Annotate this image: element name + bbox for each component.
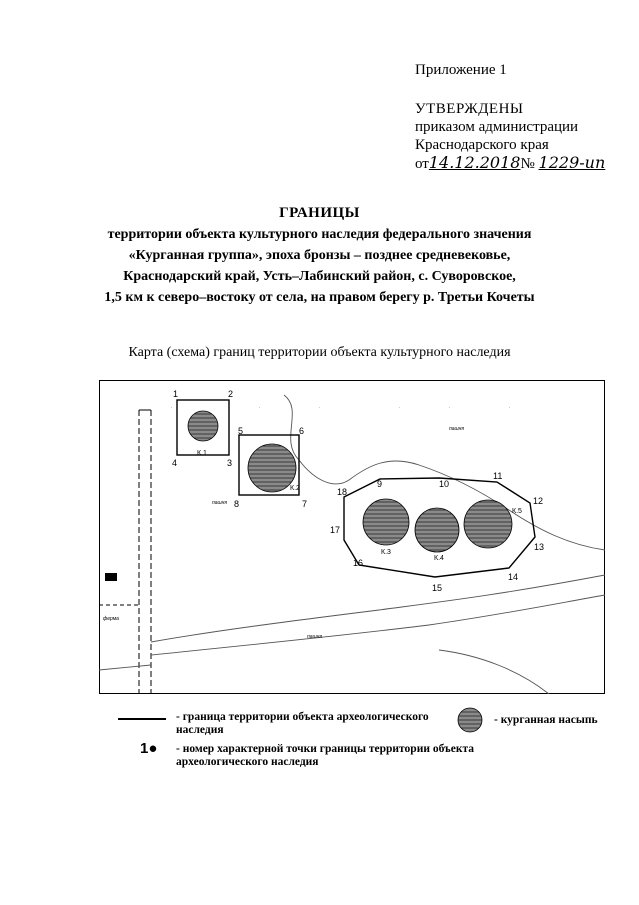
point-dot-icon: ● — [148, 740, 158, 757]
svg-text:-: - — [259, 405, 261, 409]
approved-line-1: приказом администрации — [415, 119, 579, 135]
legend-point-sample — [140, 740, 157, 757]
point-number: 13 — [534, 542, 545, 552]
appendix-label: Приложение 1 — [415, 62, 507, 78]
document-title — [0, 203, 639, 308]
svg-text:-: - — [399, 405, 401, 409]
legend-point-text: - номер характерной точки границы территории объекта — [176, 743, 475, 755]
point-number: 14 — [508, 572, 519, 582]
boundary-map — [99, 380, 605, 694]
legend-point-number: 1 — [140, 740, 149, 757]
point-number: 16 — [353, 558, 364, 568]
title-line-4: 1,5 км к северо–востоку от села, на правом берегу р. Третьи Кочеты — [104, 290, 535, 305]
title-line-3: Краснодарский край, Усть–Лабинский район, с. Суворовское, — [123, 269, 516, 284]
legend-boundary-text: - граница территории объекта археологического — [176, 711, 429, 723]
mound-label: К.4 — [434, 555, 444, 562]
mound-k2 — [248, 444, 296, 492]
handwritten-number: 1229-ип — [538, 153, 606, 172]
point-number: 9 — [377, 479, 383, 489]
mound-label: К.3 — [381, 549, 391, 556]
mound-k3 — [363, 499, 409, 545]
mound-label: К.1 — [197, 450, 207, 457]
svg-text:-: - — [449, 405, 451, 409]
number-prefix: № — [520, 156, 535, 172]
approved-line-2: Краснодарского края — [415, 137, 549, 153]
area-label: пашня — [212, 500, 228, 506]
mound-k5 — [464, 500, 512, 548]
point-number: 18 — [337, 487, 348, 497]
svg-text:-: - — [509, 405, 511, 409]
title-heading: ГРАНИЦЫ — [279, 205, 360, 221]
legend-line-sample — [118, 714, 178, 724]
point-number: 10 — [439, 479, 450, 489]
point-number: 1 — [173, 389, 179, 399]
point-number: 5 — [238, 426, 244, 436]
legend-point — [176, 743, 516, 769]
area-label: пашня — [449, 426, 465, 432]
map-caption: Карта (схема) границ территории объекта культурного наследия — [128, 345, 511, 360]
point-number: 12 — [533, 496, 544, 506]
point-number: 2 — [228, 389, 234, 399]
date-prefix: от — [415, 156, 429, 172]
point-number: 15 — [432, 583, 443, 593]
point-number: 6 — [299, 426, 305, 436]
point-number: 7 — [302, 499, 308, 509]
legend-boundary-text-2: наследия — [176, 724, 224, 736]
title-line-1: территории объекта культурного наследия федерального значения — [107, 227, 532, 242]
legend-point-text-2: археологического наследия — [176, 756, 319, 768]
mound-k1 — [188, 411, 218, 441]
approval-block — [415, 100, 605, 173]
mound-k4 — [415, 508, 459, 552]
building-block — [105, 573, 117, 581]
svg-text:-: - — [171, 405, 173, 409]
approved-title: УТВЕРЖДЕНЫ — [415, 101, 524, 117]
map-frame — [100, 381, 605, 694]
title-line-2: «Курганная группа», эпоха бронзы – позднее средневековье, — [128, 248, 511, 263]
legend-mound-sample — [456, 706, 486, 734]
approved-date-line — [415, 154, 605, 173]
mound-label: К.5 — [512, 508, 522, 515]
point-number: 17 — [330, 525, 341, 535]
point-number: 3 — [227, 458, 233, 468]
handwritten-date: 14.12.2018 — [428, 153, 521, 172]
point-number: 4 — [172, 458, 178, 468]
mound-label: К.2 — [290, 485, 300, 492]
legend-boundary — [176, 711, 456, 737]
legend-mound-text: - курганная насыпь — [494, 714, 598, 726]
point-number: 8 — [234, 499, 240, 509]
point-number: 11 — [493, 471, 503, 481]
area-label: ферма — [103, 616, 119, 622]
area-label: пашня — [307, 634, 323, 640]
svg-text:-: - — [319, 405, 321, 409]
